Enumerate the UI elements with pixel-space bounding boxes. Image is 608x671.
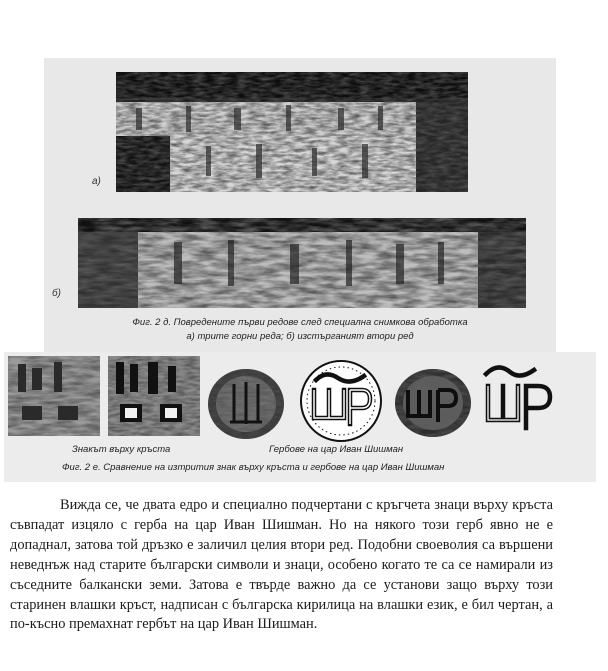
- photo-top-three-rows: [116, 72, 468, 192]
- cross-sign-photo-1: [8, 356, 100, 436]
- figure-2d: [44, 58, 556, 352]
- coats-of-arms-caption: Гербове на цар Иван Шишман: [269, 444, 404, 455]
- photo-second-row: [78, 218, 526, 308]
- coin-ivan-shishman-1: [204, 366, 288, 442]
- photo-label-a: а): [92, 176, 101, 187]
- cross-sign-caption: Знакът върху кръста: [72, 444, 171, 455]
- coat-of-arms-drawing-circle: [294, 356, 388, 444]
- photo-label-b: б): [52, 288, 61, 299]
- coin-ivan-shishman-2: [392, 366, 474, 440]
- figure-2d-caption: [44, 316, 556, 344]
- figure-2e: [4, 352, 596, 482]
- figure-2d-caption-line2: а) трите горни реда; б) изстърганият втори ред: [186, 331, 414, 342]
- body-paragraph: Вижда се, че двата едро и специално подчертани с кръгчета знаци върху кръста съвпадат изцяло с герба на цар Иван Шишман. Но на някого този герб явно не е допаднал, затова той дръзко е заличил целия втори ред. Подобни своеволия са вършени неведнъж над старите български символи и знаци, особено когато те са се намирали из съседните балкански земи. Затова е твърде важно да се установи защо върху този старинен влашки кръст, надписан с българска кирилица на влашки език, е бил чертан, а по-късно премахнат гербът на цар Иван Шишман.: [10, 497, 553, 633]
- figure-2e-caption: Фиг. 2 е. Сравнение на изтрития знак върху кръста и гербове на цар Иван Шишман: [62, 462, 445, 473]
- figure-2d-caption-line1: Фиг. 2 д. Повредените първи редове след специална снимкова обработка: [132, 317, 468, 328]
- coat-of-arms-monogram: [480, 360, 558, 436]
- cross-sign-photo-2: [108, 356, 200, 436]
